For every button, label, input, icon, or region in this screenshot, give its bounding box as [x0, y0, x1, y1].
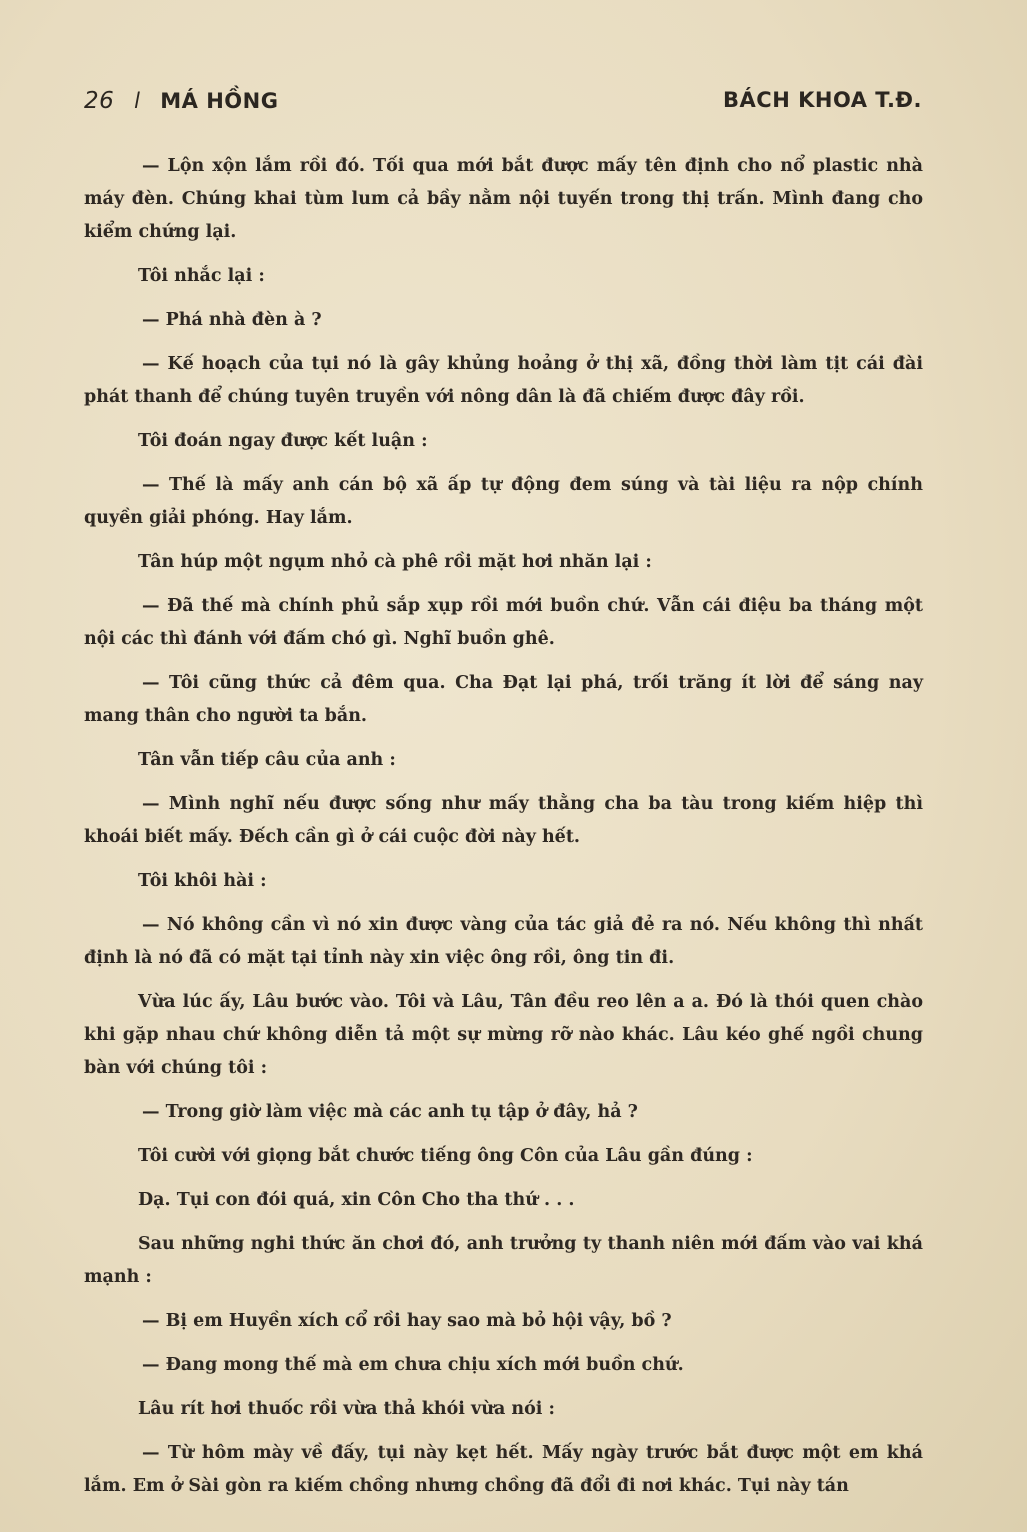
running-header — [84, 88, 922, 118]
dialogue-paragraph: — Mình nghĩ nếu được sống như mấy thằng cha ba tàu trong kiếm hiệp thì khoái biết mấy. Đếch cần gì ở cái cuộc đời này hết. — [84, 794, 923, 847]
dialogue-paragraph: — Bị em Huyền xích cổ rồi hay sao mà bỏ hội vậy, bồ ? — [142, 1311, 672, 1331]
dialogue-paragraph: — Đã thế mà chính phủ sắp xụp rồi mới buồn chứ. Vẫn cái điệu ba tháng một nội các thì đánh với đấm chó gì. Nghĩ buồn ghê. — [84, 596, 923, 649]
narration-paragraph: Dạ. Tụi con đói quá, xin Côn Cho tha thứ . . . — [138, 1190, 575, 1210]
narration-paragraph: Vừa lúc ấy, Lâu bước vào. Tôi và Lâu, Tân đều reo lên a a. Đó là thói quen chào khi gặp nhau chứ không diễn tả một sự mừng rỡ nào khác. Lâu kéo ghế ngồi chung bàn với chúng tôi : — [84, 992, 923, 1078]
dialogue-paragraph: — Kế hoạch của tụi nó là gây khủng hoảng ở thị xã, đồng thời làm tịt cái đài phát thanh để chúng tuyên truyền với nông dân là đã chiếm được đây rồi. — [84, 354, 923, 407]
page-number: 26 — [84, 88, 115, 114]
dialogue-paragraph: — Đang mong thế mà em chưa chịu xích mới buồn chứ. — [142, 1355, 684, 1375]
story-title: MÁ HỒNG — [160, 89, 279, 113]
dialogue-paragraph: — Trong giờ làm việc mà các anh tụ tập ở đây, hả ? — [142, 1102, 638, 1122]
magazine-title: BÁCH KHOA T.Đ. — [723, 88, 922, 112]
narration-paragraph: Tôi khôi hài : — [138, 871, 267, 891]
narration-paragraph: Tân vẫn tiếp câu của anh : — [138, 750, 396, 770]
narration-paragraph: Tôi cười với giọng bắt chước tiếng ông Côn của Lâu gần đúng : — [138, 1146, 753, 1166]
dialogue-paragraph: — Thế là mấy anh cán bộ xã ấp tự động đem súng và tài liệu ra nộp chính quyền giải phóng. Hay lắm. — [84, 475, 923, 528]
dialogue-paragraph: — Từ hôm mày về đấy, tụi này kẹt hết. Mấy ngày trước bắt được một em khá lắm. Em ở Sài gòn ra kiếm chồng nhưng chồng đã đổi đi nơi khác. Tụi này tán — [84, 1443, 923, 1496]
narration-paragraph: Lâu rít hơi thuốc rồi vừa thả khói vừa nói : — [138, 1399, 555, 1419]
page-body — [84, 150, 923, 1514]
narration-paragraph: Tôi đoán ngay được kết luận : — [138, 431, 428, 451]
narration-paragraph: Sau những nghi thức ăn chơi đó, anh trưởng ty thanh niên mới đấm vào vai khá mạnh : — [84, 1234, 923, 1287]
dialogue-paragraph: — Nó không cần vì nó xin được vàng của tác giả đẻ ra nó. Nếu không thì nhất định là nó đã có mặt tại tỉnh này xin việc ông rồi, ông tin đi. — [84, 915, 923, 968]
dialogue-paragraph: — Tôi cũng thức cả đêm qua. Cha Đạt lại phá, trối trăng ít lời để sáng nay mang thân cho người ta bắn. — [84, 673, 923, 726]
dialogue-paragraph: — Phá nhà đèn à ? — [142, 310, 322, 330]
narration-paragraph: Tân húp một ngụm nhỏ cà phê rồi mặt hơi nhăn lại : — [138, 552, 652, 572]
dialogue-paragraph: — Lộn xộn lắm rồi đó. Tối qua mới bắt được mấy tên định cho nổ plastic nhà máy đèn. Chúng khai tùm lum cả bầy nằm nội tuyến trong thị trấn. Mình đang cho kiểm chứng lại. — [84, 156, 923, 242]
header-separator: l — [134, 89, 141, 113]
narration-paragraph: Tôi nhắc lại : — [138, 266, 265, 286]
